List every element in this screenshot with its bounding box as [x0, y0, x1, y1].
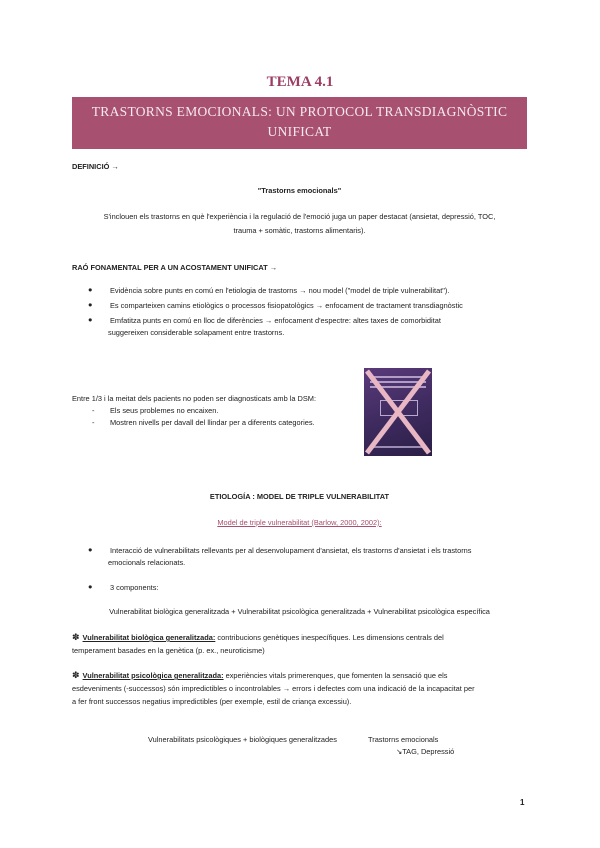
bullet-dot: ● [88, 315, 93, 324]
definition-text-2: trauma + somàtic, trastorns alimentaris). [233, 226, 366, 235]
rationale-bullet-3-continued: suggereixen considerable solapament entre trastorns. [108, 328, 285, 337]
page-title: TEMA 4.1 [266, 74, 334, 90]
psychological-paragraph [72, 670, 528, 681]
psychological-text-2: esdeveniments (-successos) són impredictibles o incontrolables → errors i defectes com una indicació de la incapacitat per [72, 684, 475, 693]
rationale-bullet-1: Evidència sobre punts en comú en l'etiologia de trastorns → nou model ("model de triple vulnerabilitat"). [110, 286, 450, 295]
psychological-title: Vulnerabilitat psicològica generalitzada: [82, 671, 224, 680]
summary-left: Vulnerabilitats psicològiques + biològiques generalitzades [148, 735, 337, 744]
definition-text-1: S'inclouen els trastorns en què l'experiència i la regulació de l'emoció juga un paper destacat (ansietat, depressió, TOC, [103, 212, 496, 221]
topic-banner [72, 97, 527, 149]
summary-right: Trastorns emocionals [368, 735, 439, 744]
asterisk-icon: ✽ [72, 632, 80, 642]
cross-mark-icon [364, 368, 432, 456]
rationale-bullet-2: Es comparteixen camins etiològics o processos fisiopatològics → enfocament de tractament transdiagnòstic [110, 301, 463, 310]
rationale-heading: RAÓ FONAMENTAL PER A UN ACOSTAMENT UNIFICAT → [72, 263, 278, 272]
etiology-bullet-2: 3 components: [110, 583, 159, 592]
bullet-dot: ● [88, 545, 93, 554]
etiology-bullet-1-line-1: Interacció de vulnerabilitats rellevants per al desenvolupament d'ansietat, els trastorns d'ansietat i els trastorns [110, 546, 472, 555]
etiology-heading: ETIOLOGÍA : MODEL DE TRIPLE VULNERABILITAT [209, 492, 390, 501]
etiology-link-wrap [72, 517, 527, 528]
biological-text-2: temperament basades en la genètica (p. ex., neuroticisme) [72, 646, 265, 655]
dash: - [92, 406, 95, 415]
rationale-bullet-3: Emfatitza punts en comú en lloc de diferències → enfocament d'espectre: altes taxes de comorbiditat [110, 316, 441, 325]
biological-text-1: contribucions genètiques inespecífiques. Les dimensions centrals del [215, 633, 444, 642]
psychological-text-1: experiències vitals primerenques, que fomenten la sensació que els [223, 671, 448, 680]
components-line: Vulnerabilitat biològica generalitzada + Vulnerabilitat psicològica generalitzada + Vulnerabilitat psicològica específica [109, 607, 490, 616]
biological-paragraph [72, 632, 528, 643]
dsm-intro: Entre 1/3 i la meitat dels pacients no poden ser diagnosticats amb la DSM: [72, 394, 317, 403]
biological-title: Vulnerabilitat biològica generalitzada: [82, 633, 216, 642]
definition-quote: "Trastorns emocionals" [257, 186, 342, 195]
page-number: 1 [520, 798, 525, 807]
dash: - [92, 418, 95, 427]
etiology-bullet-1-line-2: emocionals relacionats. [108, 558, 186, 567]
definition-heading: DEFINICIÓ → [72, 162, 119, 171]
bullet-dot: ● [88, 582, 93, 591]
asterisk-icon: ✽ [72, 670, 80, 680]
bullet-dot: ● [88, 300, 93, 309]
crossed-dsm-book-icon [364, 368, 432, 456]
dsm-dash-2: Mostren nivells per davall del llindar per a diferents categories. [110, 418, 315, 427]
summary-arrow: ↘TAG, Depressió [396, 747, 455, 756]
bullet-dot: ● [88, 285, 93, 294]
banner-line-2: UNIFICAT [267, 124, 332, 139]
banner-line-1: TRASTORNS EMOCIONALS: UN PROTOCOL TRANSDIAGNÒSTIC [91, 104, 508, 119]
triple-vulnerability-link[interactable]: Model de triple vulnerabilitat (Barlow, 2000, 2002): [217, 518, 382, 527]
dsm-dash-1: Els seus problemes no encaixen. [110, 406, 219, 415]
psychological-text-3: a fer front successos negatius impredictibles (per exemple, estil de criança excessiu). [72, 697, 352, 706]
